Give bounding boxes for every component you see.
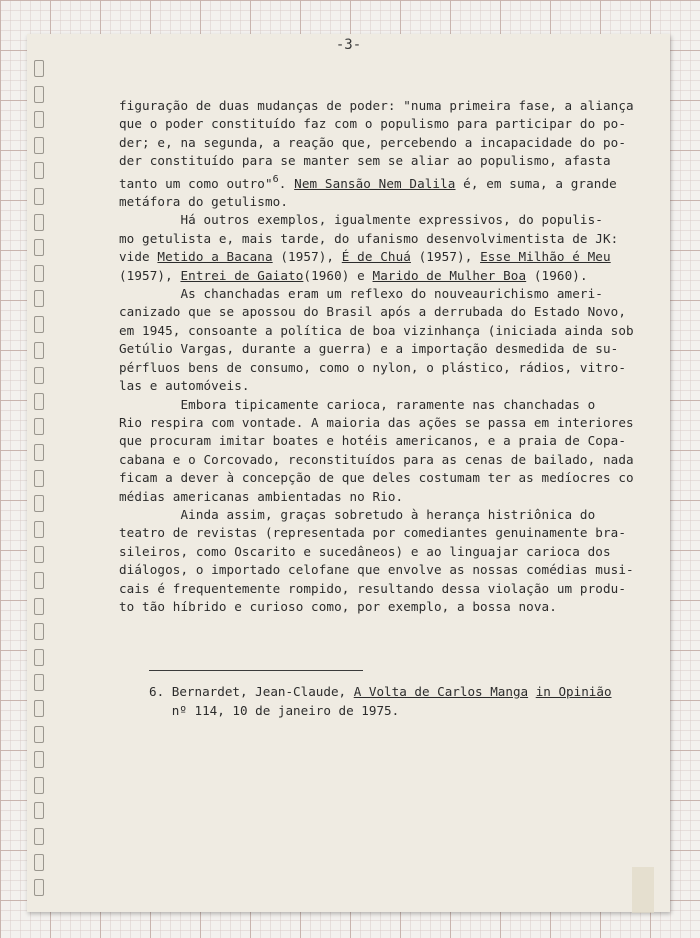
text-line: Getúlio Vargas, durante a guerra) e a importação desmedida de su- <box>119 341 619 357</box>
binder-hole <box>34 802 44 819</box>
binder-hole <box>34 726 44 743</box>
text-line: (1957), Entrei de Gaiato(1960) e Marido de Mulher Boa (1960). <box>119 267 588 283</box>
binder-hole <box>34 162 44 179</box>
binder-hole <box>34 444 44 461</box>
text-line: figuração de duas mudanças de poder: "numa primeira fase, a aliança <box>119 98 634 113</box>
binder-hole <box>34 290 44 307</box>
binder-hole <box>34 111 44 128</box>
binder-holes <box>34 60 46 910</box>
binder-hole <box>34 342 44 359</box>
text-line: vide Metido a Bacana (1957), É de Chuá (1957), Esse Milhão é Meu <box>119 249 611 265</box>
text-line: pérfluos bens de consumo, como o nylon, o plástico, rádios, vitro- <box>119 359 627 375</box>
article-title: A Volta de Carlos Manga <box>353 684 529 699</box>
film-title: Metido a Bacana <box>157 249 273 265</box>
page-number: -3- <box>335 37 362 53</box>
binder-hole <box>34 623 44 640</box>
text-line: mo getulista e, mais tarde, do ufanismo desenvolvimentista de JK: <box>119 230 619 246</box>
binder-hole <box>34 572 44 589</box>
binder-hole <box>34 137 44 154</box>
text-line: metáfora do getulismo. <box>119 194 289 210</box>
text-line: tanto um como outro"$^6$. Nem Sansão Nem Dalila é, em suma, a grande <box>119 173 617 191</box>
binder-hole <box>34 239 44 256</box>
film-title: Nem Sansão Nem Dalila <box>294 175 456 191</box>
text-line: As chanchadas eram um reflexo do nouveaurichismo ameri- <box>119 286 603 302</box>
binder-hole <box>34 521 44 538</box>
text-line: der constituído para se manter sem se aliar ao populismo, afasta <box>119 153 611 169</box>
text-line: que o poder constituído faz com o populismo para participar do po- <box>119 116 627 132</box>
footnote-line: nº 114, 10 de janeiro de 1975. <box>149 703 400 718</box>
binder-hole <box>34 265 44 282</box>
text-line: Embora tipicamente carioca, raramente nas chanchadas o <box>119 396 596 412</box>
binder-hole <box>34 674 44 691</box>
binder-hole <box>34 495 44 512</box>
binder-hole <box>34 777 44 794</box>
text-line: diálogos, o importado celofane que envolve as nossas comédias musi- <box>119 562 634 578</box>
binder-hole <box>34 470 44 487</box>
binder-hole <box>34 418 44 435</box>
binder-hole <box>34 546 44 563</box>
text-line: médias americanas ambientadas no Rio. <box>119 488 404 504</box>
text-line: der; e, na segunda, a reação que, percebendo a incapacidade do po- <box>119 134 627 150</box>
text-line: cabana e o Corcovado, reconstituídos para as cenas de bailado, nada <box>119 451 634 467</box>
binder-hole <box>34 598 44 615</box>
binder-hole <box>34 367 44 384</box>
footnote-marker: 6 <box>272 173 279 185</box>
film-title: Entrei de Gaiato <box>180 267 304 283</box>
text-line: Há outros exemplos, igualmente expressivos, do populis- <box>119 212 603 228</box>
film-title: Marido de Mulher Boa <box>372 267 527 283</box>
tape-strip <box>632 867 654 913</box>
text-line: las e automóveis. <box>119 378 250 394</box>
text-line: ficam a dever à concepção de que deles costumam ter as medíocres co <box>119 470 634 486</box>
binder-hole <box>34 854 44 871</box>
text-line: to tão híbrido e curioso como, por exemplo, a bossa nova. <box>119 598 557 614</box>
binder-hole <box>34 649 44 666</box>
binder-hole <box>34 828 44 845</box>
binder-hole <box>34 700 44 717</box>
publication-name: in Opinião <box>535 684 612 699</box>
text-line: que procuram imitar boates e hotéis americanos, e a praia de Copa- <box>119 433 627 449</box>
binder-hole <box>34 86 44 103</box>
text-line: Ainda assim, graças sobretudo à herança histriônica do <box>119 506 596 522</box>
binder-hole <box>34 188 44 205</box>
binder-hole <box>34 751 44 768</box>
binder-hole <box>34 60 44 77</box>
text-line: teatro de revistas (representada por comediantes genuinamente bra- <box>119 525 627 541</box>
footnote-separator <box>149 670 363 671</box>
footnote <box>149 682 679 720</box>
binder-hole <box>34 879 44 896</box>
binder-hole <box>34 393 44 410</box>
text-line: canizado que se apossou do Brasil após a derrubada do Estado Novo, <box>119 304 627 320</box>
text-line: cais é frequentemente rompido, resultando dessa violação um produ- <box>119 580 627 596</box>
film-title: É de Chuá <box>341 249 411 265</box>
binder-hole <box>34 316 44 333</box>
text-line: sileiros, como Oscarito e sucedâneos) e ao linguajar carioca dos <box>119 543 611 559</box>
body-text <box>119 97 679 616</box>
binder-hole <box>34 214 44 231</box>
footnote-line: 6. Bernardet, Jean-Claude, A Volta de Carlos Manga in Opinião <box>149 684 612 699</box>
film-title: Esse Milhão é Meu <box>480 249 611 265</box>
text-line: em 1945, consoante a política de boa vizinhança (iniciada ainda sob <box>119 322 634 338</box>
text-line: Rio respira com vontade. A maioria das ações se passa em interiores <box>119 414 634 430</box>
